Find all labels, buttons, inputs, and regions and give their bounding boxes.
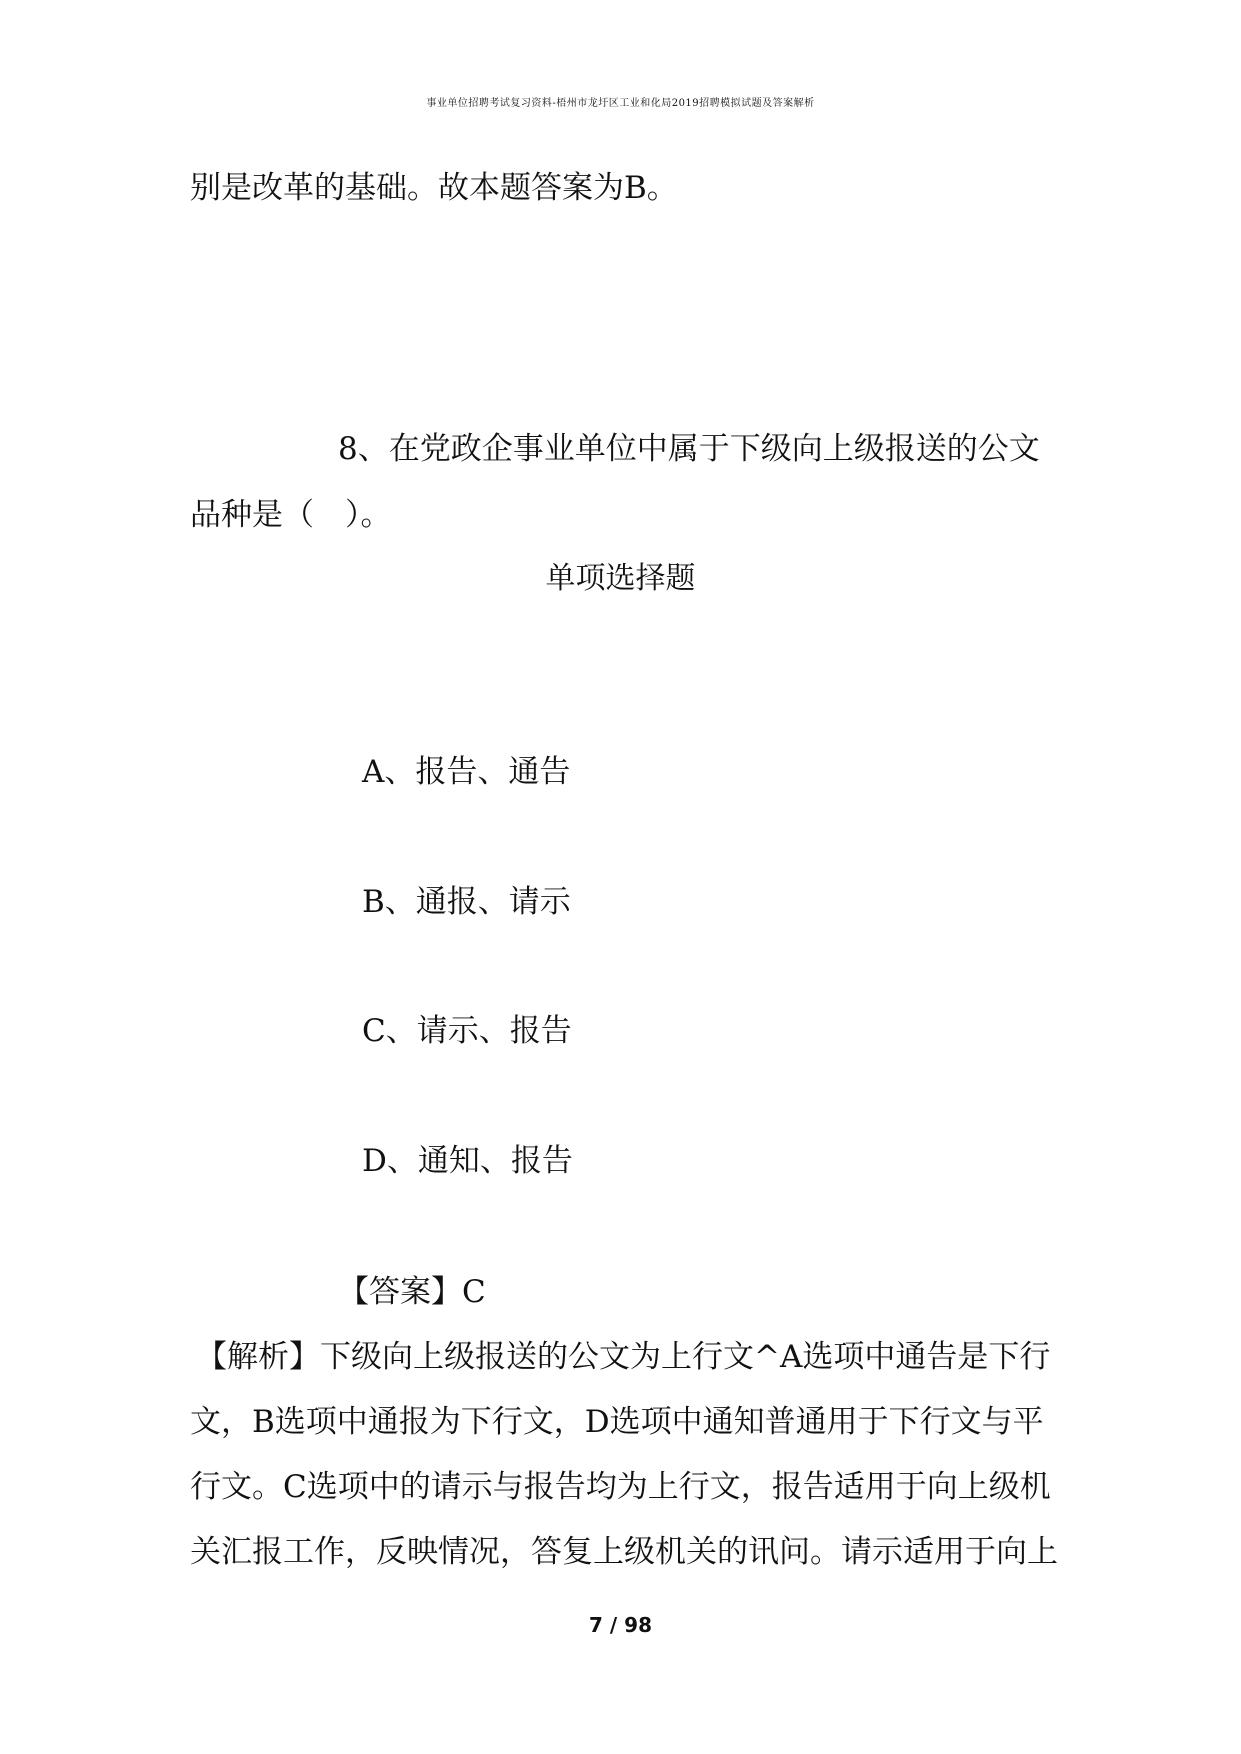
option-c: C、请示、报告 bbox=[362, 1013, 572, 1049]
option-b: B、通报、请示 bbox=[362, 884, 571, 920]
question-type-label: 单项选择题 bbox=[545, 561, 696, 596]
analysis-line-1: 【解析】下级向上级报送的公文为上行文^A选项中通告是下行 bbox=[196, 1339, 1051, 1375]
page-header: 事业单位招聘考试复习资料-梧州市龙圩区工业和化局2019招聘模拟试题及答案解析 bbox=[426, 98, 815, 109]
analysis-line-3: 行文。C选项中的请示与报告均为上行文，报告适用于向上级机 bbox=[190, 1469, 1051, 1505]
question-stem-line-2: 品种是（ ）。 bbox=[190, 497, 392, 533]
analysis-line-4: 关汇报工作，反映情况，答复上级机关的讯问。请示适用于向上 bbox=[190, 1534, 1058, 1570]
analysis-line-2: 文，B选项中通报为下行文，D选项中通知普通用于下行文与平 bbox=[190, 1404, 1044, 1440]
option-d: D、通知、报告 bbox=[362, 1143, 573, 1179]
answer-line: 【答案】C bbox=[338, 1274, 486, 1310]
question-stem-line-1: 8、在党政企事业单位中属于下级向上级报送的公文 bbox=[338, 431, 1040, 467]
option-a: A、报告、通告 bbox=[362, 754, 571, 790]
page-number: 7 / 98 bbox=[589, 1613, 652, 1637]
previous-answer-continuation: 别是改革的基础。故本题答案为B。 bbox=[190, 170, 678, 206]
